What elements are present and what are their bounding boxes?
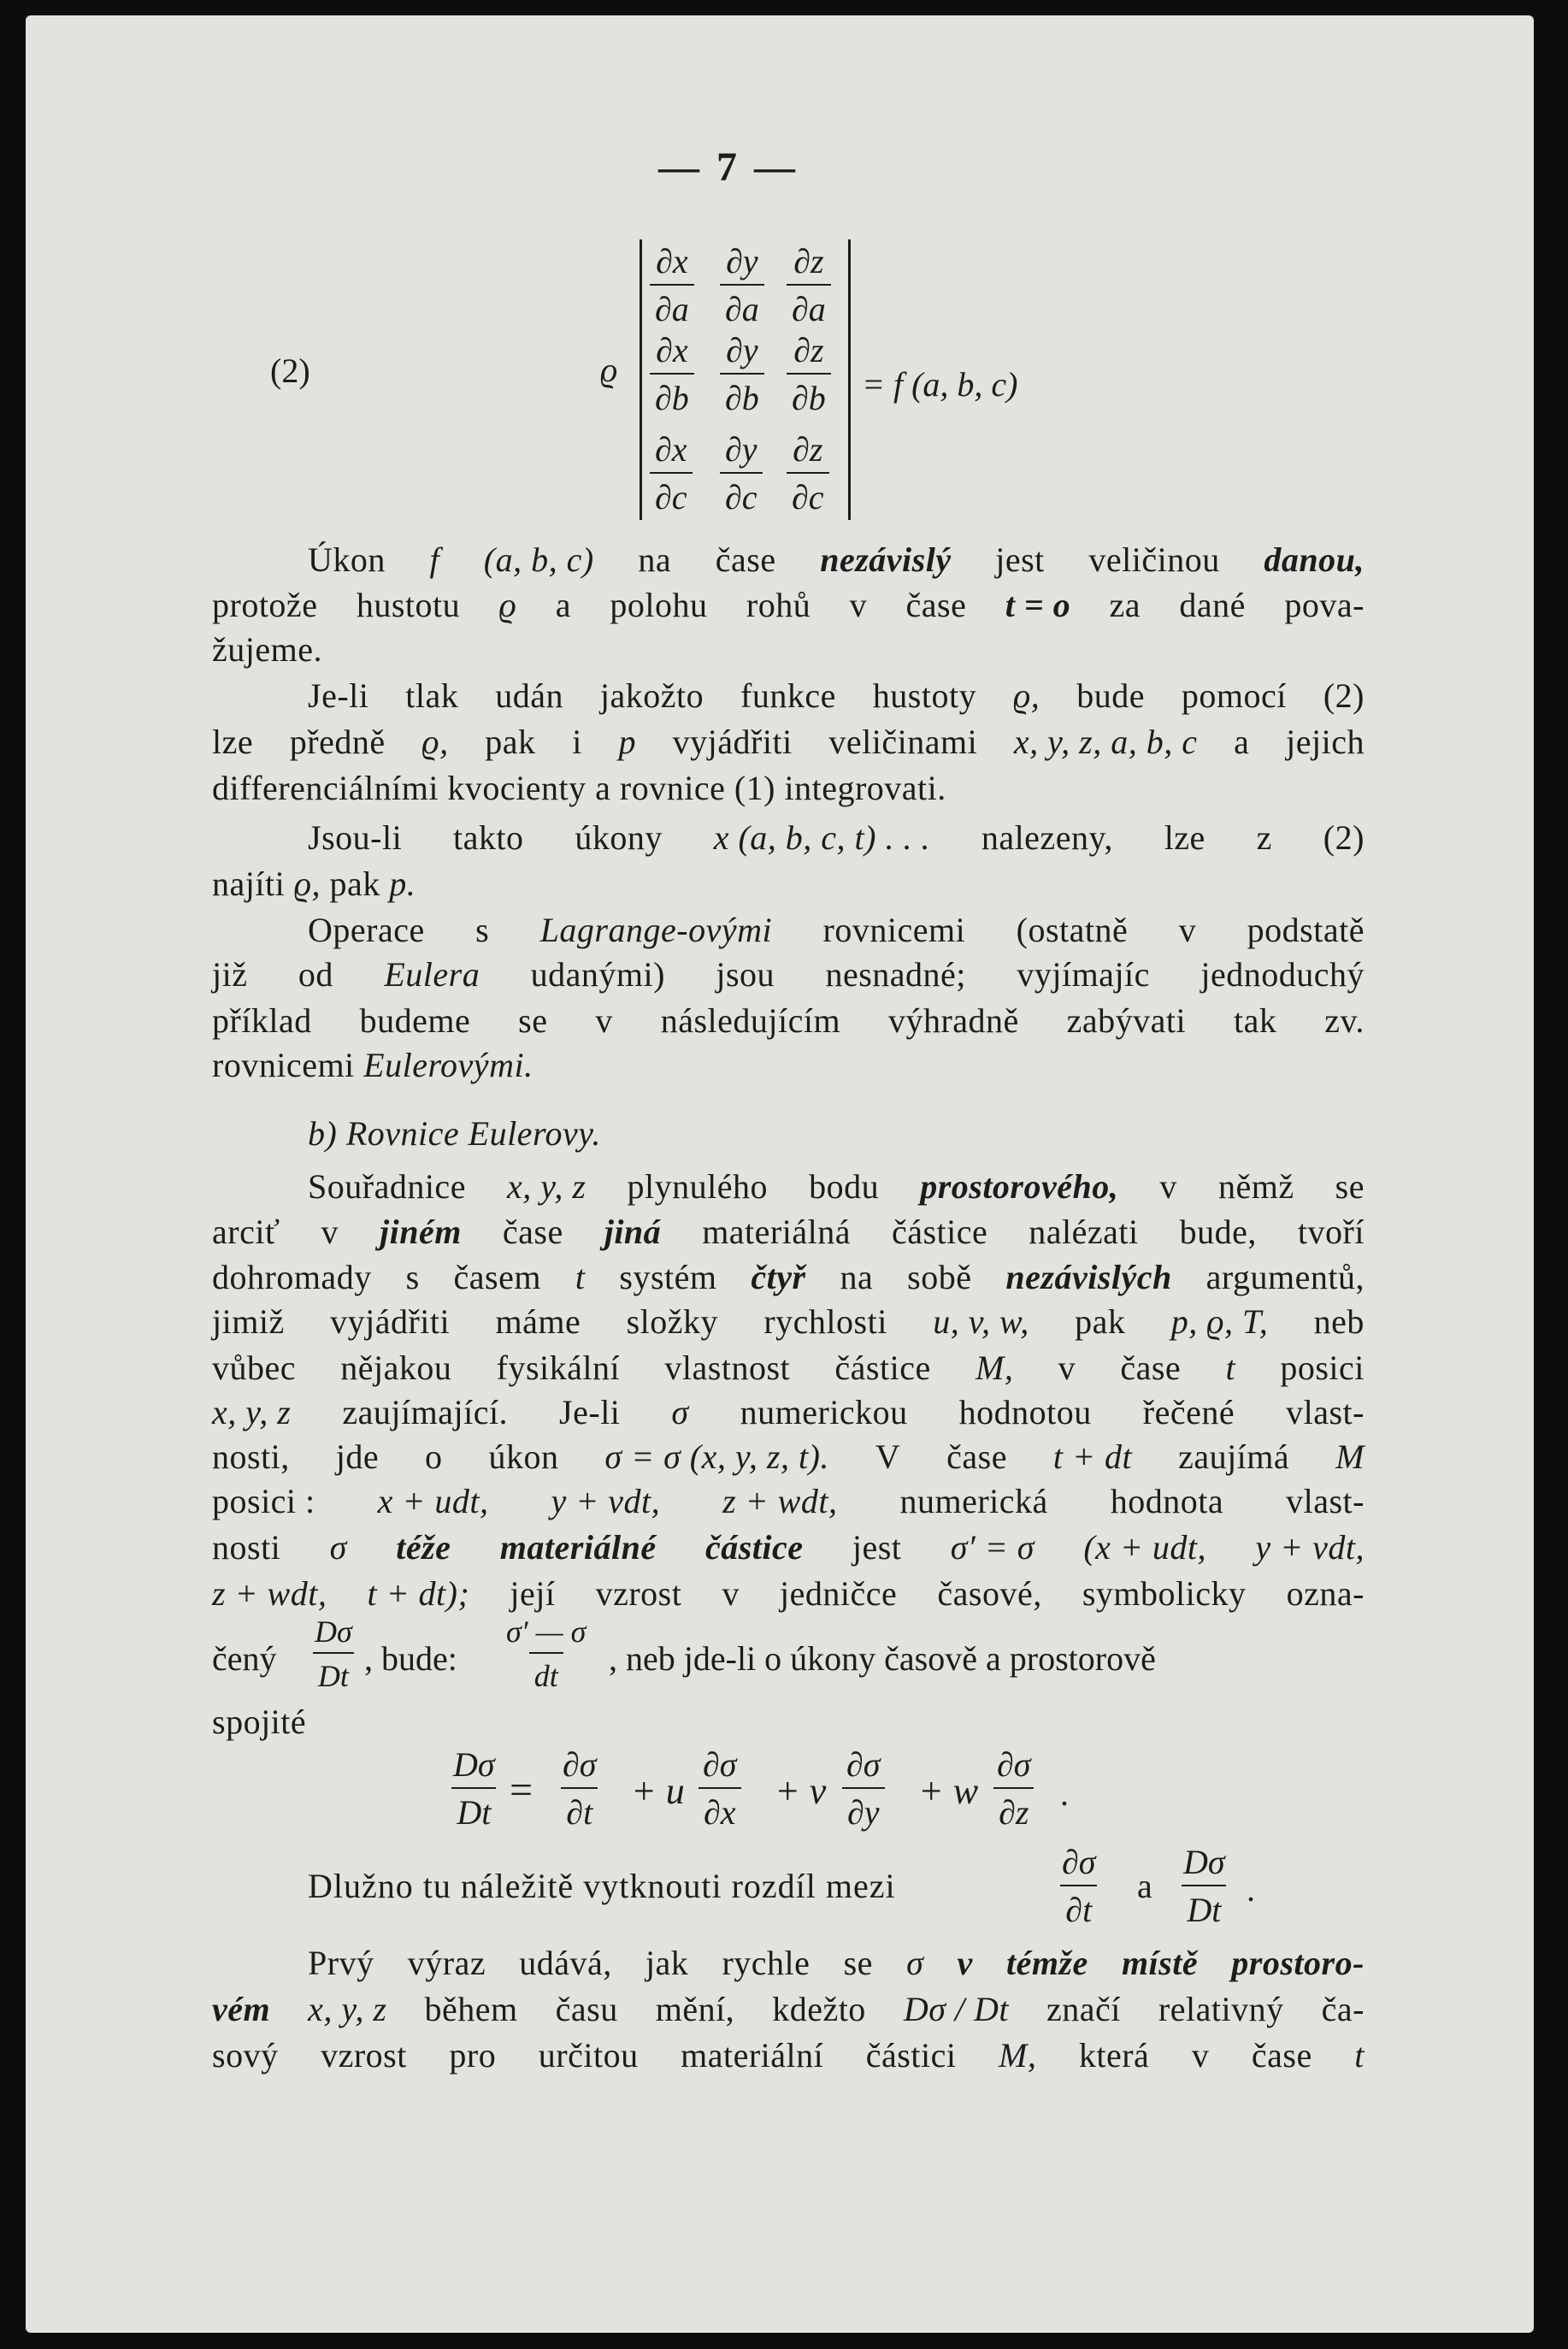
determinant-left-bar: [640, 239, 642, 520]
text-line: jimiž vyjádřiti máme složky rychlosti u, v, w, pak p, ϱ, T, neb: [212, 1302, 1365, 1341]
text-line: nosti σ téže materiálné částice jest σ′ = σ (x + udt, y + vdt,: [212, 1528, 1365, 1567]
plus-u: + u: [631, 1770, 685, 1812]
matrix-entry: $\frac{\partial x}{\partial b}$: [650, 333, 694, 416]
text-line: Úkon f (a, b, c) na čase nezávislý jest veličinou danou,: [308, 540, 1365, 579]
text-line: dohromady s časem t systém čtyř na sobě nezávislých argumentů,: [212, 1258, 1365, 1296]
text-line: příklad budeme se v následujícím výhradně zabývati tak zv.: [212, 1001, 1365, 1040]
fraction-partial-sigma-y: $\frac{\partial\sigma}{\partial y}$: [841, 1748, 886, 1830]
fraction-D-sigma-Dt: $\frac{D\sigma}{Dt}$: [1183, 1843, 1225, 1929]
text-line: sový vzrost pro určitou materiální částici M, která v čase t: [212, 2036, 1365, 2075]
matrix-entry: $\frac{\partial y}{\partial b}$: [720, 333, 764, 416]
text-line: z + wdt, t + dt); její vzrost v jedničce časové, symbolicky ozna-: [212, 1574, 1365, 1613]
text-line: spojité: [212, 1703, 307, 1741]
equals-sign: =: [510, 1768, 533, 1813]
matrix-entry: $\frac{\partial x}{\partial c}$: [650, 433, 693, 515]
matrix-entry: $\frac{\partial z}{\partial a}$: [787, 245, 831, 327]
rho-symbol: ϱ: [600, 351, 618, 389]
fraction-partial-sigma-x: $\frac{\partial\sigma}{\partial x}$: [698, 1748, 742, 1830]
fraction-D-sigma-Dt: $\frac{D\sigma}{Dt}$: [309, 1616, 357, 1691]
text-line: Jsou-li takto úkony x (a, b, c, t) . . . nalezeny, lze z (2): [308, 818, 1365, 857]
text-fragment: , neb jde-li o úkony časově a prostorově: [609, 1639, 1156, 1678]
text-line: lze předně ϱ, pak i p vyjádřiti veličinami x, y, z, a, b, c a jejich: [212, 723, 1365, 761]
text-fragment: a: [1137, 1867, 1152, 1905]
text-fragment: čený: [212, 1639, 277, 1678]
page-number: — 7 —: [658, 145, 799, 190]
fraction-sigma-diff: $\frac{\sigma' — \sigma}{dt}$: [506, 1614, 587, 1693]
fraction-D-sigma-Dt: $\frac{D\sigma}{Dt}$: [453, 1745, 495, 1832]
text-line: žujeme.: [212, 630, 322, 669]
fraction-partial-sigma-t: $\frac{\partial\sigma}{\partial t}$: [1062, 1843, 1096, 1929]
text-line: posici : x + udt, y + vdt, z + wdt, numerická hodnota vlast-: [212, 1482, 1365, 1520]
period: .: [1247, 1870, 1255, 1909]
matrix-entry: $\frac{\partial z}{\partial b}$: [787, 333, 831, 416]
matrix-entry: $\frac{\partial x}{\partial a}$: [650, 245, 694, 327]
text-line: Souřadnice x, y, z plynulého bodu prostorového, v němž se: [308, 1167, 1365, 1206]
text-line: najíti ϱ, pak p.: [212, 865, 416, 903]
text-line: nosti, jde o úkon σ = σ (x, y, z, t). V čase t + dt zaujímá M: [212, 1437, 1365, 1476]
text-line: Je-li tlak udán jakožto funkce hustoty ϱ, bude pomocí (2): [308, 676, 1365, 715]
text-fragment: , bude:: [364, 1639, 457, 1678]
equation-rhs: = f (a, b, c): [862, 365, 1018, 404]
text-line: differenciálními kvocienty a rovnice (1) integrovati.: [212, 769, 946, 807]
text-fragment: Dlužno tu náležitě vytknouti rozdíl mezi: [308, 1867, 896, 1905]
text-line: Prvý výraz udává, jak rychle se σ v témže místě prostoro-: [308, 1944, 1365, 1982]
text-line: již od Eulera udanými) jsou nesnadné; vyjímajíc jednoduchý: [212, 955, 1365, 994]
text-line: vém x, y, z během času mění, kdežto Dσ / Dt značí relativný ča-: [212, 1990, 1365, 2028]
matrix-entry: $\frac{\partial z}{\partial c}$: [787, 433, 829, 515]
period: .: [1060, 1774, 1069, 1813]
section-heading: b) Rovnice Eulerovy.: [308, 1114, 601, 1153]
matrix-entry: $\frac{\partial y}{\partial a}$: [720, 245, 764, 327]
fraction-partial-sigma-z: $\frac{\partial\sigma}{\partial z}$: [992, 1748, 1036, 1830]
text-line: arciť v jiném čase jiná materiálná částice nalézati bude, tvoří: [212, 1213, 1365, 1251]
plus-v: + v: [775, 1770, 827, 1812]
determinant-right-bar: [848, 239, 851, 520]
text-line: rovnicemi Eulerovými.: [212, 1046, 533, 1084]
text-line: x, y, z zaujímající. Je-li σ numerickou hodnotou řečené vlast-: [212, 1393, 1365, 1431]
text-line: protože hustotu ϱ a polohu rohů v čase t = o za dané pova-: [212, 586, 1365, 624]
equation-label: (2): [270, 351, 310, 390]
matrix-entry: $\frac{\partial y}{\partial c}$: [720, 433, 763, 515]
plus-w: + w: [918, 1770, 979, 1812]
book-page: [26, 15, 1534, 2333]
fraction-partial-sigma-t: $\frac{\partial\sigma}{\partial t}$: [563, 1745, 597, 1832]
text-line: vůbec nějakou fysikální vlastnost částice M, v čase t posici: [212, 1349, 1365, 1387]
text-line: Operace s Lagrange-ovými rovnicemi (ostatně v podstatě: [308, 911, 1365, 949]
